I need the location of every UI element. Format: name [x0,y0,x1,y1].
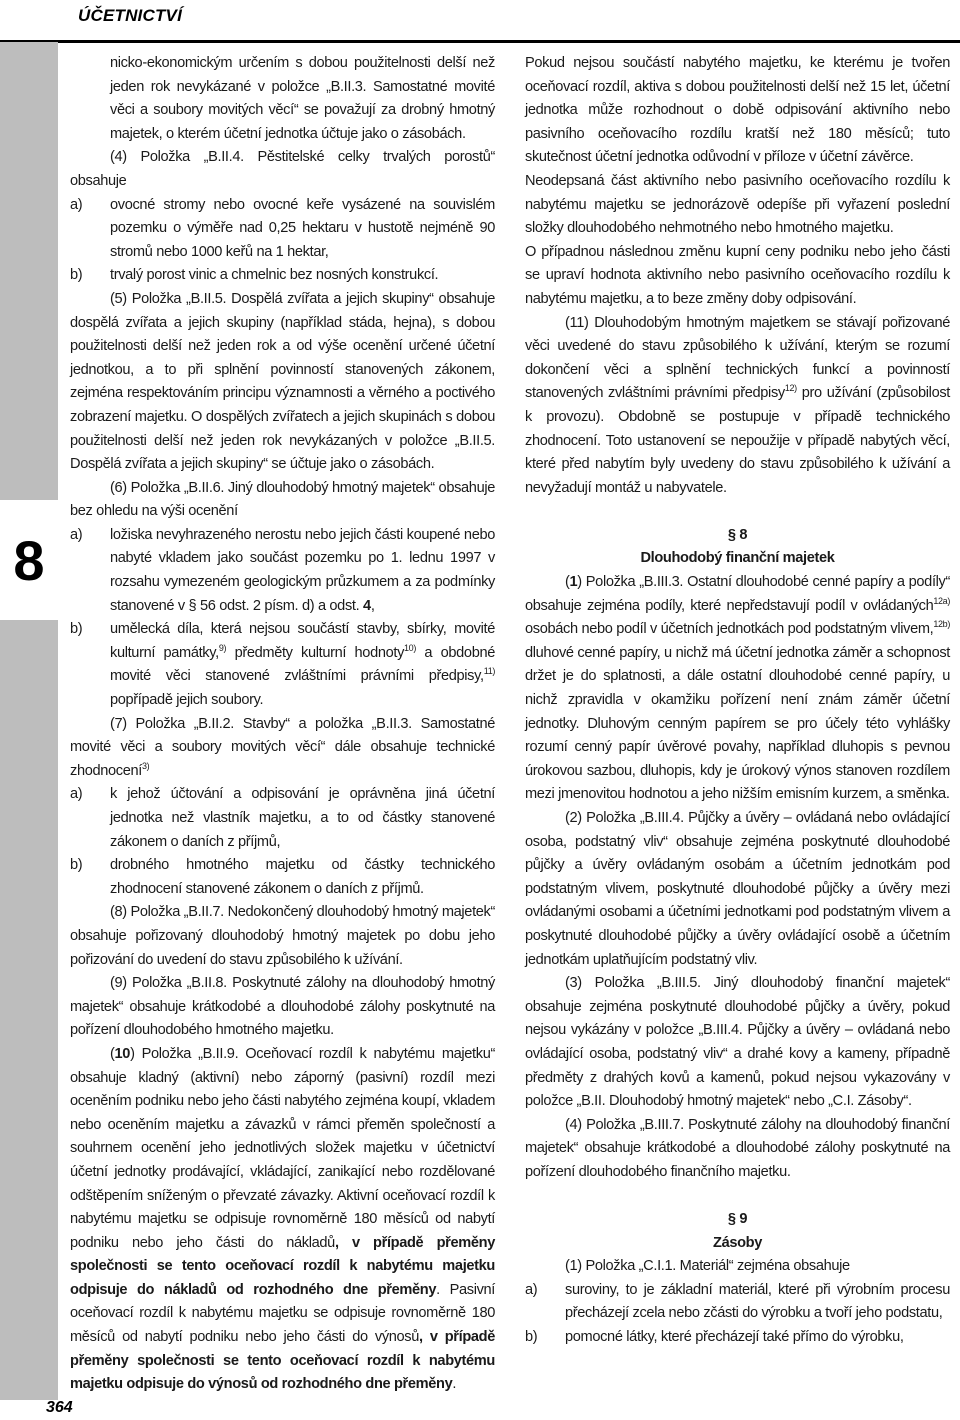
paragraph: (2) Položka „B.III.4. Půjčky a úvěry – ovládaná nebo ovládající osoba, podstatný vliv“ obsahuje zejména poskytnuté dlouhodobé půjčky a úvěry ovládaným osobám a účetním jednotkám pod podstatným vlivem, poskytnuté dlouhodobé půjčky a úvěry mezi ovládanými osobami a účetními jednotkami pod podstatným vlivem a poskytnuté dlouhodobé půjčky a úvěry ovládající osobě a účetním jednotkám uplatňujícím podstatný vliv. [525,810,950,968]
paragraph: Neodepsaná část aktivního nebo pasivního oceňovacího rozdílu k nabytému majetku se jednorázově odepíše při vyřazení poslední složky dlouhodobého nehmotného nebo hmotného majetku. [525,172,950,237]
list-text: k jehož účtování a odpisování je oprávněna jiná účetní jednotka než vlastník majetku, a to od částky stanovené zákonem o daních z příjmů, [110,786,495,850]
list-label: a) [70,786,83,803]
side-band [0,42,58,1400]
paragraph: (3) Položka „B.III.5. Jiný dlouhodobý finanční majetek“ obsahuje zejména poskytnuté dlouhodobé půjčky a úvěry, pokud nejsou vykázány v položce „B.III.4. Půjčky a úvěry – ovládaná nebo ovládající osoba, podstatný vliv“ a drahé kovy a kameny, případně předměty z drahých kovů a kamenů, pokud nejsou vykazovány v položce „B.II. Dlouhodobý hmotný majetek“ nebo „C.I. Zásoby“. [525,975,950,1110]
paragraph: (6) Položka „B.II.6. Jiný dlouhodobý hmotný majetek“ obsahuje bez ohledu na výši ocenění [70,479,495,520]
list-text: suroviny, to je základní materiál, které při výrobním procesu přecházejí zcela nebo zčásti do výrobku a tvoří jeho podstatu, [565,1281,950,1322]
paragraph: (4) Položka „B.III.7. Poskytnuté zálohy na dlouhodobý finanční majetek“ obsahuje krátkodobé a dlouhodobé zálohy poskytnuté na pořízení dlouhodobého finančního majetku. [525,1116,950,1180]
paragraph: (11) Dlouhodobým hmotným majetkem se stávají pořizované věci uvedené do stavu způsobilého k užívání, kterým se rozumí dokončení věci a splnění technických funkcí a povinností stanovených zvláštními právními předpisy$^{12)}$ pro užívání (způsobilost k provozu). Obdobně se postupuje v případě technického zhodnocení. Toto ustanovení se nepoužije v případě nabytých věcí, které před nabytím byly uvedeny do stavu způsobilého k užívání a nevyžadují montáž u nabyvatele. [525,314,950,496]
list-text: ovocné stromy nebo ovocné keře vysázené na souvislém pozemku o výměře nad 0,25 hektaru v hustotě nejméně 90 stromů nebo 1000 keřů na 1 hektar, [110,196,495,260]
paragraph: Pokud nejsou součástí nabytého majetku, ke kterému je tvořen oceňovací rozdíl, aktiva s dobou použitelnosti delší než 15 let, účetní jednotka může rozhodnout o době odpisování aktivního nebo pasivního oceňovacího rozdílu kratší než 180 měsíců; tuto skutečnost účetní jednotka odůvodní v příloze v účetní závěrce. [525,55,950,166]
list-text: umělecká díla, která nejsou součástí stavby, sbírky, movité kulturní památky,$^{9)}$ předměty kulturní hodnoty$^{10)}$ a obdobné movité věci stanovené zvláštními právními předpisy,$^{11)}$ popřípadě jejich soubory. [110,621,495,709]
paragraph: (7) Položka „B.II.2. Stavby“ a položka „B.II.3. Samostatné movité věci a soubory movitých věcí“ dále obsahuje technické zhodnocení$^{3)}$ [70,715,495,779]
section-tab [0,500,58,620]
list-item [70,783,495,854]
list-label: b) [525,1329,538,1346]
list-text: pomocné látky, které přecházejí také přímo do výrobku, [565,1329,904,1346]
running-header-title: ÚČETNICTVÍ [78,6,182,25]
list-label: b) [70,857,83,874]
paragraph: (5) Položka „B.II.5. Dospělá zvířata a jejich skupiny“ obsahuje dospělá zvířata a jejich skupiny (například stáda, hejna), s dobou použitelnosti delší než jeden rok a od výše ocenění určené účetní jednotkou, a to při splnění povinností stanovených zákonem, zejména respektováním principu významnosti a věrného a poctivého zobrazení majetku. O dospělých zvířatech a jejich skupinách s dobou použitelnosti delší než jeden rok nevykázaných v položce „B.II.5. Dospělá zvířata a jejich skupiny“ se účtuje jako o zásobách. [70,290,495,473]
paragraph: O případnou následnou změnu kupní ceny podniku nebo jeho části se upraví hodnota aktivního nebo pasivního oceňovacího rozdílu k nabytému majetku, a to beze změny doby odpisování. [525,243,950,307]
paragraph: (1) Položka „C.I.1. Materiál“ zejména obsahuje [565,1258,850,1275]
right-column [525,52,950,1350]
section-heading: Dlouhodobý finanční majetek [640,550,835,567]
section-heading: Zásoby [713,1234,762,1251]
list-label: b) [70,267,83,284]
list-text: ložiska nevyhrazeného nerostu nebo jejich části koupené nebo nabyté vkladem jako součást pozemku po 1. lednu 1997 v rozsahu vymezeném geologickým průzkumem a za podmínky stanovené v § 56 odst. 2 písm. d) a odst. 4, [110,526,495,614]
list-label: a) [70,196,83,213]
list-label: a) [70,526,83,543]
paragraph: (10) Položka „B.II.9. Oceňovací rozdíl k nabytému majetku“ obsahuje kladný (aktivní) nebo záporný (pasivní) rozdíl mezi oceněním podniku nebo jeho části nabytého zejména koupí, vkladem nebo oceněním majetku a závazků v rámci přeměn společností a souhrnem ocenění jeho jednotlivých složek majetku v účetnictví účetní jednotky prodávající, vkládající, zanikající nebo rozdělované odštěpením sníženým o převzaté závazky. Aktivní oceňovací rozdíl k nabytému majetku se odpisuje rovnoměrně 180 měsíců od nabytí podniku nebo jeho části do nákladů, v případě přeměny společnosti se tento oceňovací rozdíl k nabytému majetku odpisuje do nákladů od rozhodného dne přeměny. Pasivní oceňovací rozdíl k nabytému majetku se odpisuje rovnoměrně 180 měsíců od nabytí podniku nebo jeho části do výnosů, v případě přeměny společnosti se tento oceňovací rozdíl k nabytému majetku odpisuje do výnosů od rozhodného dne přeměny. [70,1045,496,1393]
page-number: 364 [46,1399,73,1416]
list-label: b) [70,621,83,638]
list-item [525,1279,950,1326]
list-item [70,524,495,618]
paragraph: (4) Položka „B.II.4. Pěstitelské celky trvalých porostů“ obsahuje [70,149,495,189]
list-text: trvalý porost vinic a chmelnic bez nosných konstrukcí. [110,267,439,284]
list-text: drobného hmotného majetku od částky technického zhodnocení stanovené zákonem o daních z příjmů. [110,857,495,897]
section-number: 8 [13,528,45,592]
paragraph: nicko-ekonomickým určením s dobou použitelnosti delší než jeden rok nevykázané v položce „B.II.3. Samostatné movité věci a soubory movitých věcí“ se považují za drobný hmotný majetek, o kterém účetní jednotka účtuje jako o zásobách. [110,55,495,142]
left-column [70,52,495,1397]
paragraph: (8) Položka „B.II.7. Nedokončený dlouhodobý hmotný majetek“ obsahuje pořizovaný dlouhodobý hmotný majetek po dobu jeho pořizování do uvedení do stavu způsobilého k užívání. [70,904,495,968]
list-item [70,264,495,288]
section-number-heading: § 8 [727,526,748,543]
list-label: a) [525,1281,538,1298]
list-item [70,618,495,712]
list-item [525,1326,950,1350]
list-item [70,854,495,901]
header-rule [0,40,960,43]
paragraph: (1) Položka „B.III.3. Ostatní dlouhodobé cenné papíry a podíly“ obsahuje zejména podíly, které nepředstavují podíl v ovládaných$^{12a)}$ osobách nebo podíl v účetních jednotkách pod podstatným vlivem,$^{12b)}$ dluhové cenné papíry, u nichž má účetní jednotka záměr a schopnost držet je do splatnosti, a dále ostatní dlouhodobé cenné papíry, u nichž zpravidla v okamžiku pořízení není znám záměr účetní jednotky. Dluhovým cenným papírem se pro účely této vyhlášky rozumí cenný papír úvěrové povahy, například dluhopis s pevnou úrokovou sazbou, dluhopis, kdy je úrokový výnos stanoven rozdílem mezi jmenovitou hodnotou a jeho nižším emisním kurzem, a směnka. [525,574,950,803]
paragraph: (9) Položka „B.II.8. Poskytnuté zálohy na dlouhodobý hmotný majetek“ obsahuje krátkodobé a dlouhodobé zálohy poskytnuté na pořízení dlouhodobého hmotného majetku. [70,975,495,1039]
list-item [70,194,495,265]
section-number-heading: § 9 [727,1211,748,1228]
